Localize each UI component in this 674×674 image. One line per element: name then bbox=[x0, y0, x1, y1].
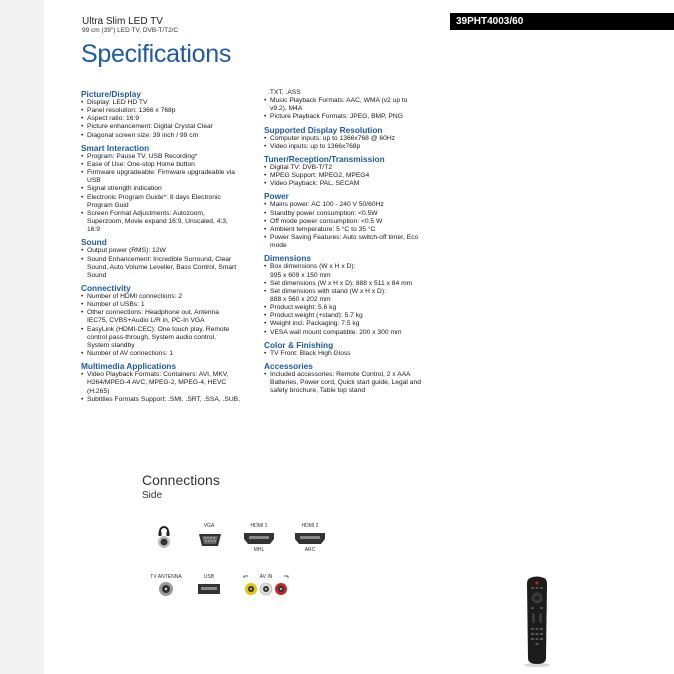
hdmi2-sub-label: ARC bbox=[304, 547, 316, 553]
spec-item: • Other connections: Headphone out, Antenna IEC75, CVBS+Audio L/R in, PC-In VGA bbox=[81, 309, 257, 325]
spec-item: • Set dimensions with stand (W x H x D): 888 x 560 x 202 mm bbox=[264, 288, 440, 304]
vga-port-icon bbox=[199, 534, 221, 546]
section-title: Color & Finishing bbox=[264, 339, 334, 350]
product-title: Ultra Slim LED TV bbox=[82, 16, 163, 27]
spec-item: • Electronic Program Guide*: 8 days Electronic Program Guid bbox=[81, 194, 257, 210]
spec-item: • Aspect ratio: 16:9 bbox=[81, 115, 257, 123]
remote-control-image bbox=[522, 576, 552, 668]
vga-label: VGA bbox=[203, 523, 215, 529]
spec-item: • Included accessories: Remote Control, 2 x AAA Batteries, Power cord, Quick start guide, Legal and safety brochure, Table top stand bbox=[264, 371, 440, 395]
page-title: Specifications bbox=[81, 40, 232, 68]
section-title: Tuner/Reception/Transmission bbox=[264, 153, 385, 164]
spec-item: • Mains power: AC 100 - 240 V 50/60Hz bbox=[264, 201, 440, 209]
spec-item: • Output power (RMS): 12W bbox=[81, 247, 257, 255]
usb-port-icon bbox=[198, 584, 220, 594]
connections-diagram bbox=[44, 0, 674, 674]
av-video-port-icon bbox=[245, 583, 257, 595]
spec-item: • Product weight: 5.6 kg bbox=[264, 304, 440, 312]
antenna-label: TV ANTENNA bbox=[150, 574, 182, 580]
model-badge: 39PHT4003/60 bbox=[450, 13, 674, 30]
spec-item: • Firmware upgradeable: Firmware upgradeable via USB bbox=[81, 169, 257, 185]
hdmi1-port-icon bbox=[244, 533, 274, 544]
connections-subtitle: Side bbox=[142, 490, 163, 501]
spec-item: • Video Playback: PAL, SECAM bbox=[264, 180, 440, 188]
spec-item: • Video inputs: up to 1366x768p bbox=[264, 143, 440, 151]
spec-item: • Picture enhancement: Digital Crystal Clear bbox=[81, 123, 257, 131]
section-title: Dimensions bbox=[264, 253, 312, 264]
hdmi2-port-icon bbox=[295, 533, 325, 544]
spec-item: • Ambient temperature: 5 °C to 35 °C bbox=[264, 226, 440, 234]
hdmi2-label: HDMI 2 bbox=[301, 523, 319, 529]
spec-item: • MPEG Support: MPEG2, MPEG4 bbox=[264, 172, 440, 180]
spec-item: • Video Playback Formats: Containers: AVI, MKV, H264/MPEG-4 AVC, MPEG-2, MPEG-4, HEVC (H.265) bbox=[81, 371, 257, 395]
hdmi1-label: HDMI 1 bbox=[250, 523, 268, 529]
product-subtitle: 99 cm (39") LED TV, DVB-T/T2/C bbox=[82, 27, 179, 34]
spec-item: • Screen Format Adjustments: Autozoom, Superzoom, Movie expand 16:9, Unscaled, 4:3, 16:9 bbox=[81, 210, 257, 234]
spec-item: • Standby power consumption: <0.5W bbox=[264, 210, 440, 218]
spec-item: • Music Playback Formats: AAC, WMA (v2 up to v9.2), M4A bbox=[264, 97, 440, 113]
section-title: Connectivity bbox=[81, 282, 131, 293]
spec-item: • Computer inputs: up to 1366x768 @ 60Hz bbox=[264, 135, 440, 143]
av-audio-right-port-icon bbox=[275, 583, 287, 595]
spec-item: • Number of HDMI connections: 2 bbox=[81, 293, 257, 301]
antenna-port-icon bbox=[159, 582, 173, 596]
spec-item: • Off mode power consumption: <0.5 W bbox=[264, 218, 440, 226]
section-title: Multimedia Applications bbox=[81, 361, 177, 372]
spec-item: • Power Saving Features: Auto switch-off timer, Eco mode bbox=[264, 234, 440, 250]
usb-label: USB bbox=[203, 574, 215, 580]
spec-item: • Subtitles Formats Support: .SMI, .SRT, .SSA, .SUB, bbox=[81, 396, 257, 404]
spec-item: • Box dimensions (W x H x D): 995 x 609 x 150 mm bbox=[264, 263, 440, 279]
hdmi1-sub-label: MHL bbox=[253, 547, 265, 553]
spec-item: .TXT, .ASS bbox=[268, 89, 301, 96]
spec-item: • Product weight (+stand): 5.7 kg bbox=[264, 312, 440, 320]
spec-item: • Weight incl. Packaging: 7.5 kg bbox=[264, 320, 440, 328]
spec-item: • Number of AV connections: 1 bbox=[81, 350, 257, 358]
spec-item: • Signal strength indication bbox=[81, 185, 257, 193]
spec-item: • Number of USBs: 1 bbox=[81, 301, 257, 309]
spec-item: • Digital TV: DVB-T/T2 bbox=[264, 164, 440, 172]
headphone-icon bbox=[159, 526, 170, 536]
spec-item: • Program: Pause TV, USB Recording* bbox=[81, 153, 257, 161]
spec-item: • Diagonal screen size: 39 inch / 99 cm bbox=[81, 132, 257, 140]
section-title: Sound bbox=[81, 237, 107, 248]
headphone-port-icon bbox=[158, 536, 170, 548]
spec-item: • Set dimensions (W x H x D): 888 x 511 x 84 mm bbox=[264, 280, 440, 288]
section-title: Accessories bbox=[264, 360, 313, 371]
section-title: Power bbox=[264, 191, 289, 202]
section-title: Supported Display Resolution bbox=[264, 124, 383, 135]
spec-item: • Ease of Use: One-stop Home button bbox=[81, 161, 257, 169]
section-title: Smart Interaction bbox=[81, 142, 150, 153]
spec-item: • Panel resolution: 1366 x 768p bbox=[81, 107, 257, 115]
spec-item: • EasyLink (HDMI-CEC): One touch play, Remote control pass-through, System audio control, System standby bbox=[81, 326, 257, 350]
spec-item: • Sound Enhancement: Incredible Surround, Clear Sound, Auto Volume Leveller, Bass Control, Smart Sound bbox=[81, 256, 257, 280]
av-in-label: AV IN bbox=[259, 574, 273, 580]
spec-item: • Picture Playback Formats: JPEG, BMP, PNG bbox=[264, 113, 440, 121]
spec-sheet bbox=[44, 0, 674, 674]
spec-item: • TV Front: Black High Gloss bbox=[264, 350, 440, 358]
spec-item: • VESA wall mount compatible: 200 x 300 mm bbox=[264, 329, 440, 337]
section-title: Picture/Display bbox=[81, 89, 141, 99]
av-audio-left-port-icon bbox=[260, 583, 272, 595]
spec-item: • Display: LED HD TV bbox=[81, 99, 257, 107]
connections-title: Connections bbox=[142, 472, 220, 488]
